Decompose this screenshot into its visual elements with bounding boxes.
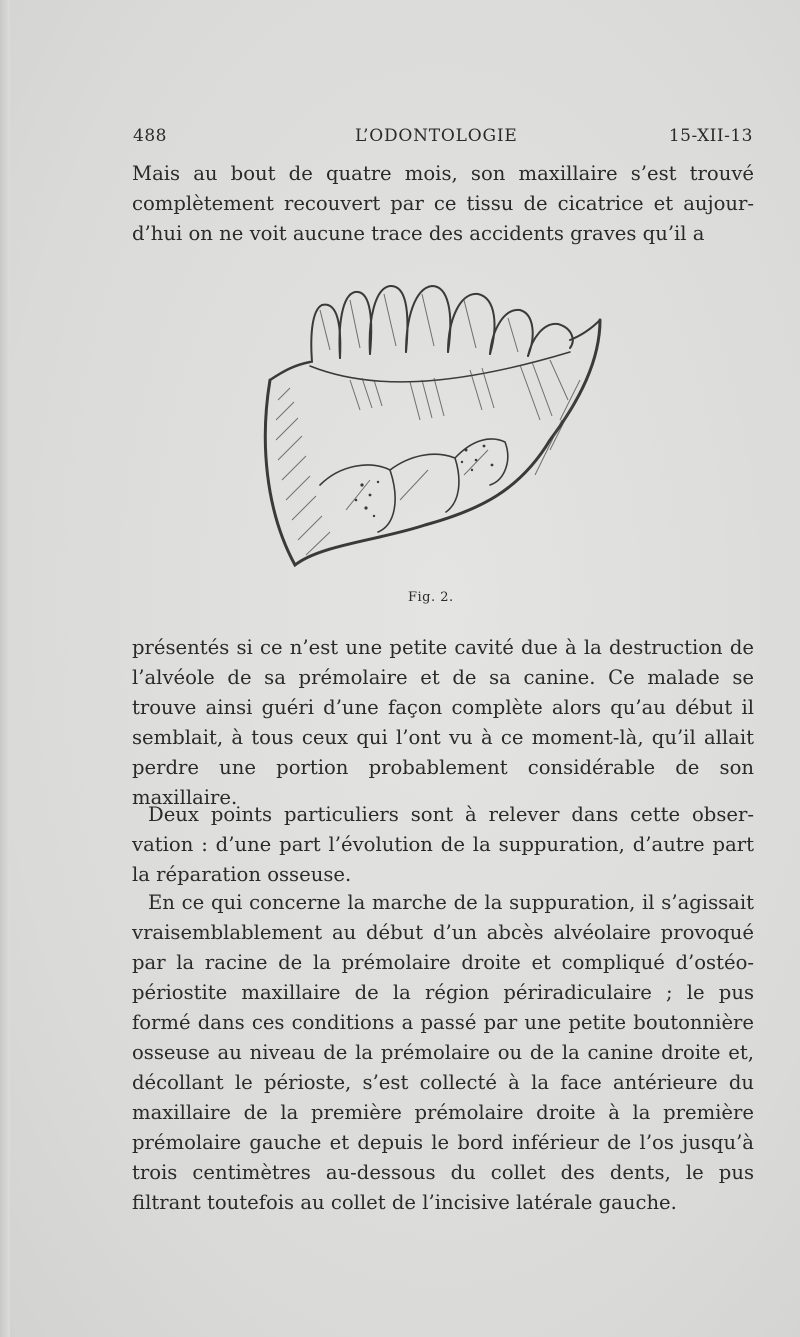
mandible-drawing xyxy=(250,270,610,580)
paragraph-1: Mais au bout de quatre mois, son maxillaire s’est trouvé complètement recouvert par ce tissu de cicatrice et aujourd’hui on ne voit aucune trace des accidents graves qu’il a xyxy=(132,162,754,245)
paragraph-3: Deux points particuliers sont à relever dans cette observation : d’une part l’évolution de la suppuration, d’autre part la réparation osseuse. xyxy=(132,803,754,886)
figure-caption: Fig. 2. xyxy=(408,590,454,605)
journal-title: L’ODONTOLOGIE xyxy=(355,126,518,146)
issue-date: 15-XII-13 xyxy=(668,126,753,146)
page-edge-shadow xyxy=(0,0,10,1337)
page-number: 488 xyxy=(133,126,167,146)
jaw-illustration xyxy=(250,270,610,580)
paragraph-2: présentés si ce n’est une petite cavité due à la destruction de l’alvéole de sa prémolaire et de sa canine. Ce malade se trouve ainsi guéri d’une façon complète alors qu’au début il semblait, à tous ceux qui l’ont vu à ce moment-là, qu’il allait perdre une portion probablement considérable de son maxillaire. xyxy=(132,636,754,809)
running-header xyxy=(133,126,753,152)
paragraph-4: En ce qui concerne la marche de la suppuration, il s’agissait vraisemblablement au début d’un abcès alvéolaire provoqué par la racine de la prémolaire droite et compliqué d’ostéo-périostite maxillaire de la région périradiculaire ; le pus formé dans ces conditions a passé par une petite boutonnière osseuse au niveau de la prémolaire ou de la canine droite et, décollant le périoste, s’est collecté à la face antérieure du maxillaire de la première prémolaire droite à la première prémolaire gauche et depuis le bord inférieur de l’os jusqu’à trois centimètres au-dessous du collet des dents, le pus filtrant toutefois au collet de l’incisive latérale gauche. xyxy=(132,891,754,1214)
